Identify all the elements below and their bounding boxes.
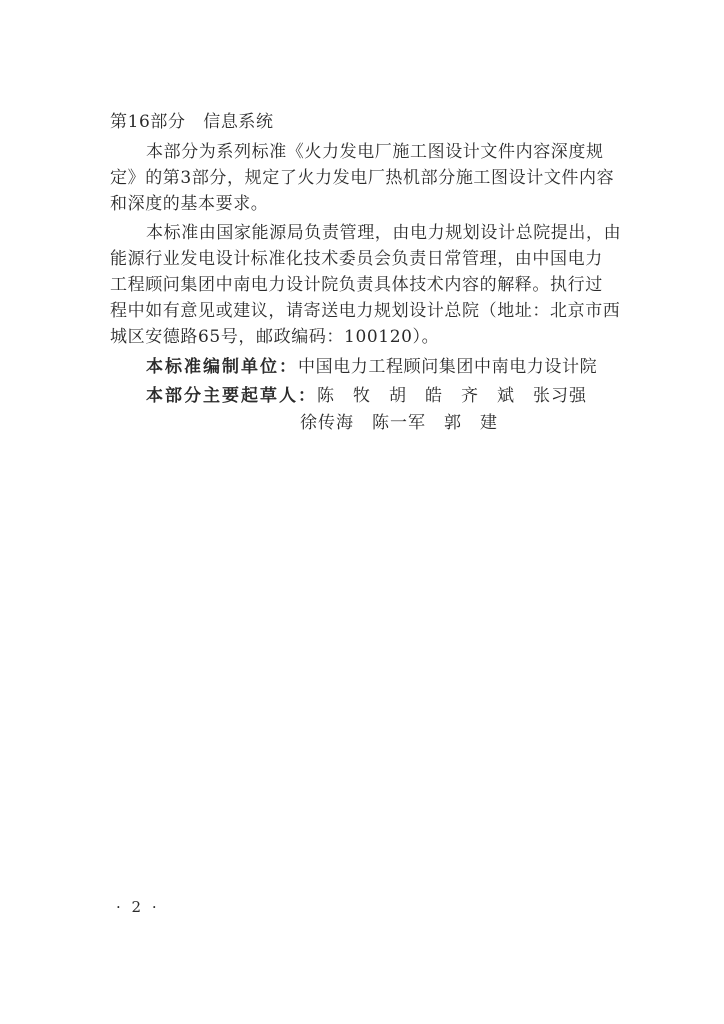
drafters-label: 本部分主要起草人：	[146, 386, 317, 406]
paragraph-2-line-3: 工程顾问集团中南电力设计院负责具体技术内容的解释。执行过	[110, 275, 603, 295]
paragraph-1-line-3: 和深度的基本要求。	[110, 194, 269, 214]
page-number: · 2 ·	[116, 898, 160, 916]
drafters-line	[146, 385, 666, 408]
drafters-names-1: 陈 牧 胡 皓 齐 斌 张习强	[317, 386, 587, 406]
paragraph-2-line-5: 城区安德路65号，邮政编码：100120）。	[110, 327, 440, 347]
paragraph-2-line-1: 本标准由国家能源局负责管理，由电力规划设计总院提出，由	[146, 223, 622, 243]
drafters-names-2: 徐传海 陈一军 郭 建	[300, 413, 498, 433]
section-heading: 第16部分 信息系统	[110, 112, 274, 132]
paragraph-1-line-1: 本部分为系列标准《火力发电厂施工图设计文件内容深度规	[146, 142, 604, 162]
compiler-value: 中国电力工程顾问集团中南电力设计院	[298, 357, 598, 377]
compiler-label: 本标准编制单位：	[146, 357, 298, 377]
paragraph-2-line-4: 程中如有意见或建议，请寄送电力规划设计总院（地址：北京市西	[110, 301, 621, 321]
paragraph-2-line-2: 能源行业发电设计标准化技术委员会负责日常管理，由中国电力	[110, 249, 603, 269]
compiler-line	[146, 356, 666, 379]
paragraph-1-line-2: 定》的第3部分，规定了火力发电厂热机部分施工图设计文件内容	[110, 168, 615, 188]
